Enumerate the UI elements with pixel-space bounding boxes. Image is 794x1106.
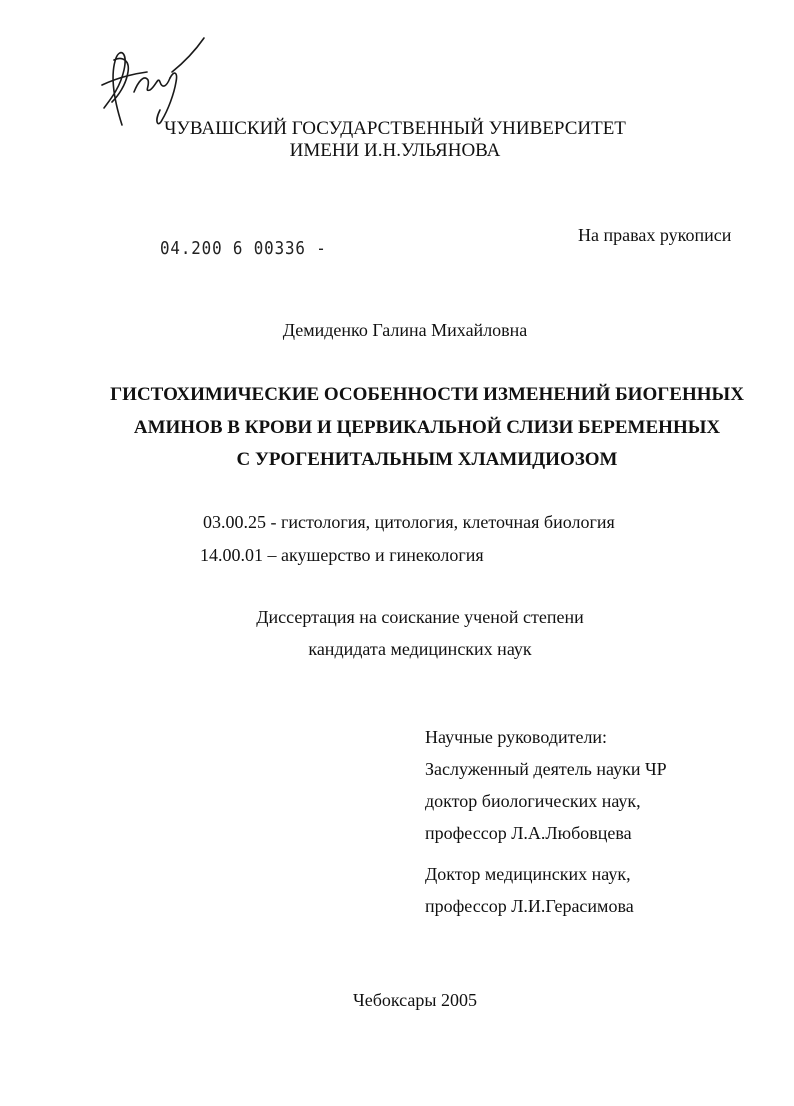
thesis-title-line3: С УРОГЕНИТАЛЬНЫМ ХЛАМИДИОЗОМ (236, 449, 618, 470)
registration-stamp-number: 04.200 6 00336 - (160, 238, 327, 259)
supervisors-heading: Научные руководители: (425, 727, 608, 747)
degree-line1: Диссертация на соискание ученой степени (256, 607, 584, 627)
rights-note: На правах рукописи (578, 225, 732, 245)
supervisor-1-name: профессор Л.А.Любовцева (425, 823, 632, 843)
supervisor-2-name: профессор Л.И.Герасимова (425, 896, 634, 916)
author-name: Демиденко Галина Михайловна (282, 320, 528, 340)
university-name-line1: ЧУВАШСКИЙ ГОСУДАРСТВЕННЫЙ УНИВЕРСИТЕТ (164, 118, 626, 139)
specialty-code-1: 03.00.25 - гистология, цитология, клеточная биология (203, 512, 615, 532)
supervisor-2-degree: Доктор медицинских наук, (425, 864, 631, 884)
supervisor-1-title: Заслуженный деятель науки ЧР (425, 759, 667, 779)
specialty-code-2: 14.00.01 – акушерство и гинекология (200, 545, 484, 565)
thesis-title-line1: ГИСТОХИМИЧЕСКИЕ ОСОБЕННОСТИ ИЗМЕНЕНИЙ БИОГЕННЫХ (110, 384, 744, 405)
thesis-title-line2: АМИНОВ В КРОВИ И ЦЕРВИКАЛЬНОЙ СЛИЗИ БЕРЕМЕННЫХ (133, 417, 721, 438)
city-year: Чебоксары 2005 (353, 990, 477, 1010)
university-name-line2: ИМЕНИ И.Н.УЛЬЯНОВА (289, 140, 501, 161)
supervisor-1-degree: доктор биологических наук, (425, 791, 641, 811)
degree-line2: кандидата медицинских наук (308, 639, 532, 659)
